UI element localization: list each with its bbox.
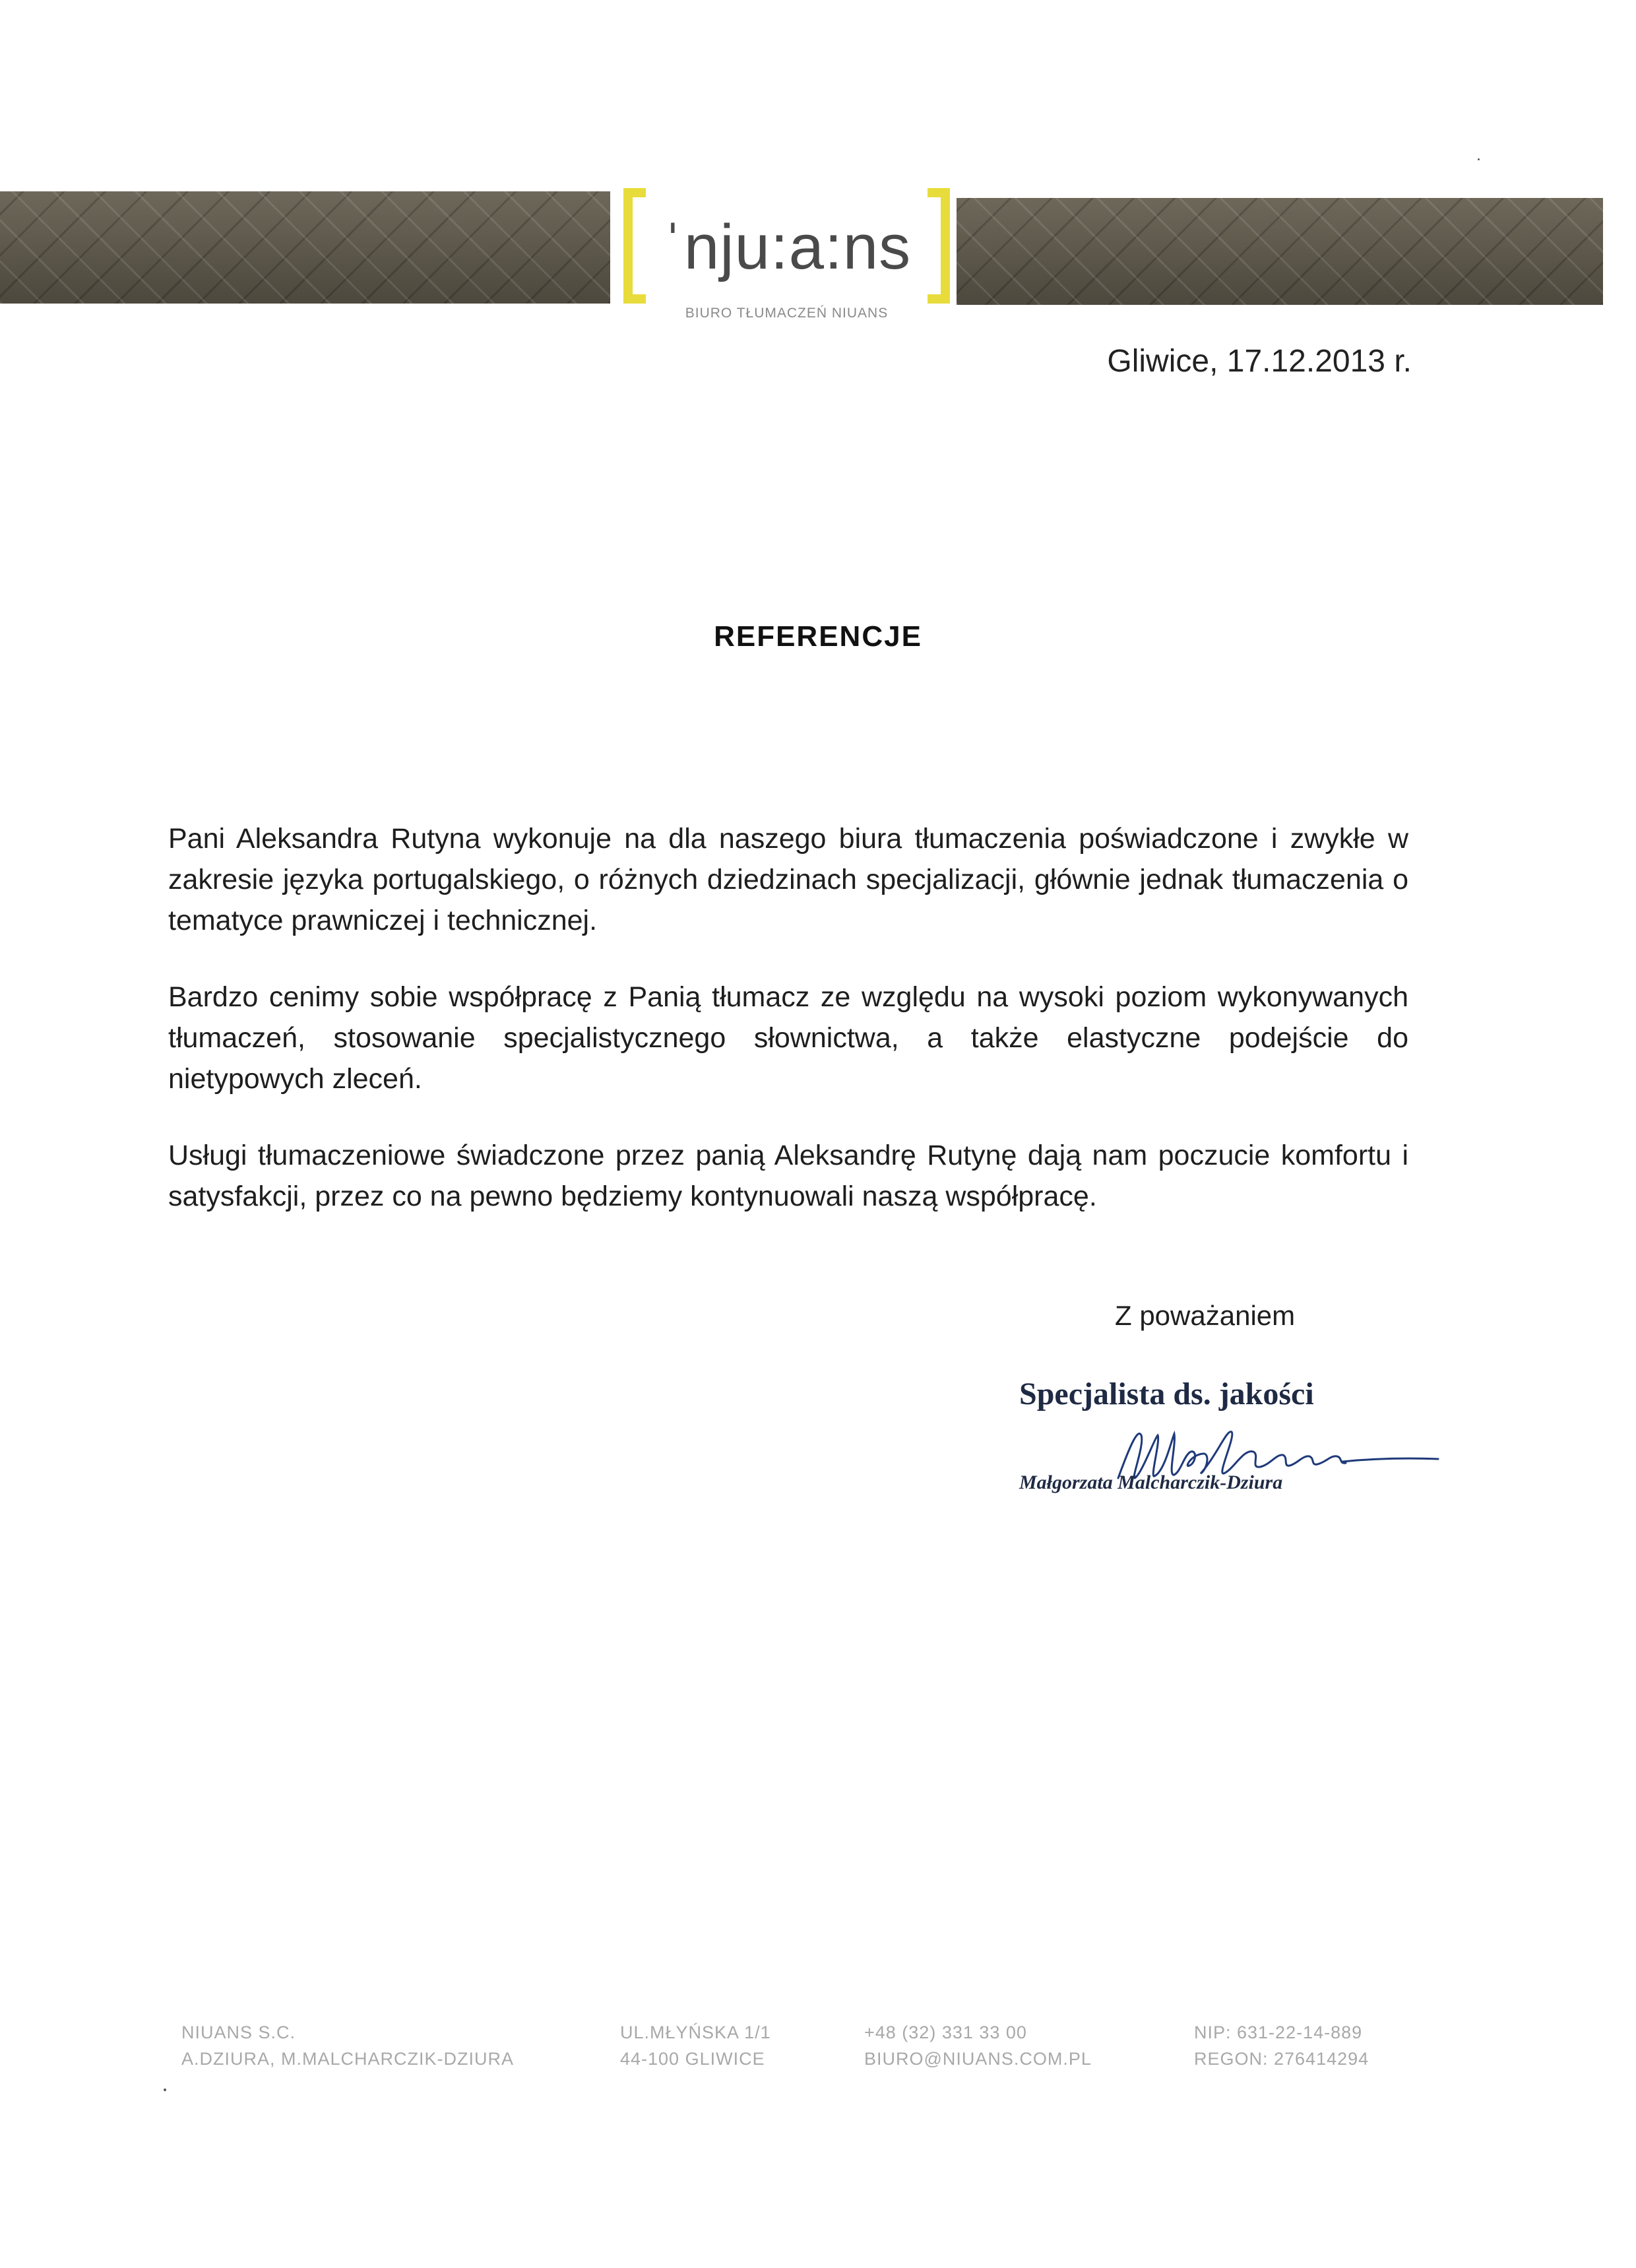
logo-bracket-left — [623, 188, 646, 304]
scan-speck — [1478, 158, 1480, 160]
footer-company — [181, 2019, 514, 2072]
footer-company-name: NIUANS S.C. — [181, 2023, 296, 2042]
header-band-right — [957, 198, 1603, 305]
footer-email: BIURO@NIUANS.COM.PL — [864, 2049, 1092, 2069]
footer-contact — [864, 2019, 1092, 2072]
scan-speck — [164, 2089, 166, 2091]
closing-phrase: Z poważaniem — [1115, 1300, 1296, 1331]
footer-phone: +48 (32) 331 33 00 — [864, 2023, 1027, 2042]
paragraph-1: Pani Aleksandra Rutyna wykonuje na dla naszego biura tłumaczenia poświadczone i zwykłe w zakresie języka portugalskiego, o różnych dziedzinach specjalizacji, głównie jednak tłumaczenia o tematyce prawniczej i technicznej. — [168, 823, 1408, 936]
document-title: REFERENCJE — [714, 620, 922, 653]
logo-subtitle: BIURO TŁUMACZEŃ NIUANS — [685, 306, 889, 321]
signature-stamp — [1019, 1376, 1415, 1508]
logo-bracket-right — [928, 188, 950, 304]
footer-address — [620, 2019, 771, 2072]
footer-nip: NIP: 631-22-14-889 — [1194, 2023, 1363, 2042]
stamp-name: Małgorzata Malcharczik-Dziura — [1019, 1472, 1283, 1493]
letter-date: Gliwice, 17.12.2013 r. — [1107, 344, 1412, 379]
stamp-title: Specjalista ds. jakości — [1019, 1377, 1314, 1411]
footer-street: UL.MŁYŃSKA 1/1 — [620, 2023, 771, 2042]
paragraph-3: Usługi tłumaczeniowe świadczone przez panią Aleksandrę Rutynę dają nam poczucie komfortu i satysfakcji, przez co na pewno będziemy kontynuowali naszą współpracę. — [168, 1140, 1408, 1212]
footer-regon: REGON: 276414294 — [1194, 2049, 1369, 2069]
footer-city: 44-100 GLIWICE — [620, 2049, 765, 2069]
footer-registration — [1194, 2019, 1369, 2072]
paragraph-2: Bardzo cenimy sobie współpracę z Panią tłumacz ze względu na wysoki poziom wykonywanych tłumaczeń, stosowanie specjalistycznego słownictwa, a także elastyczne podejście do nietypowych zleceń. — [168, 981, 1408, 1095]
header-band-left — [0, 191, 610, 304]
letter-body — [168, 818, 1408, 1252]
company-logo — [623, 188, 950, 320]
footer-company-owners: A.DZIURA, M.MALCHARCZIK-DZIURA — [181, 2049, 515, 2069]
logo-text: ˈnju:a:ns — [662, 212, 912, 282]
